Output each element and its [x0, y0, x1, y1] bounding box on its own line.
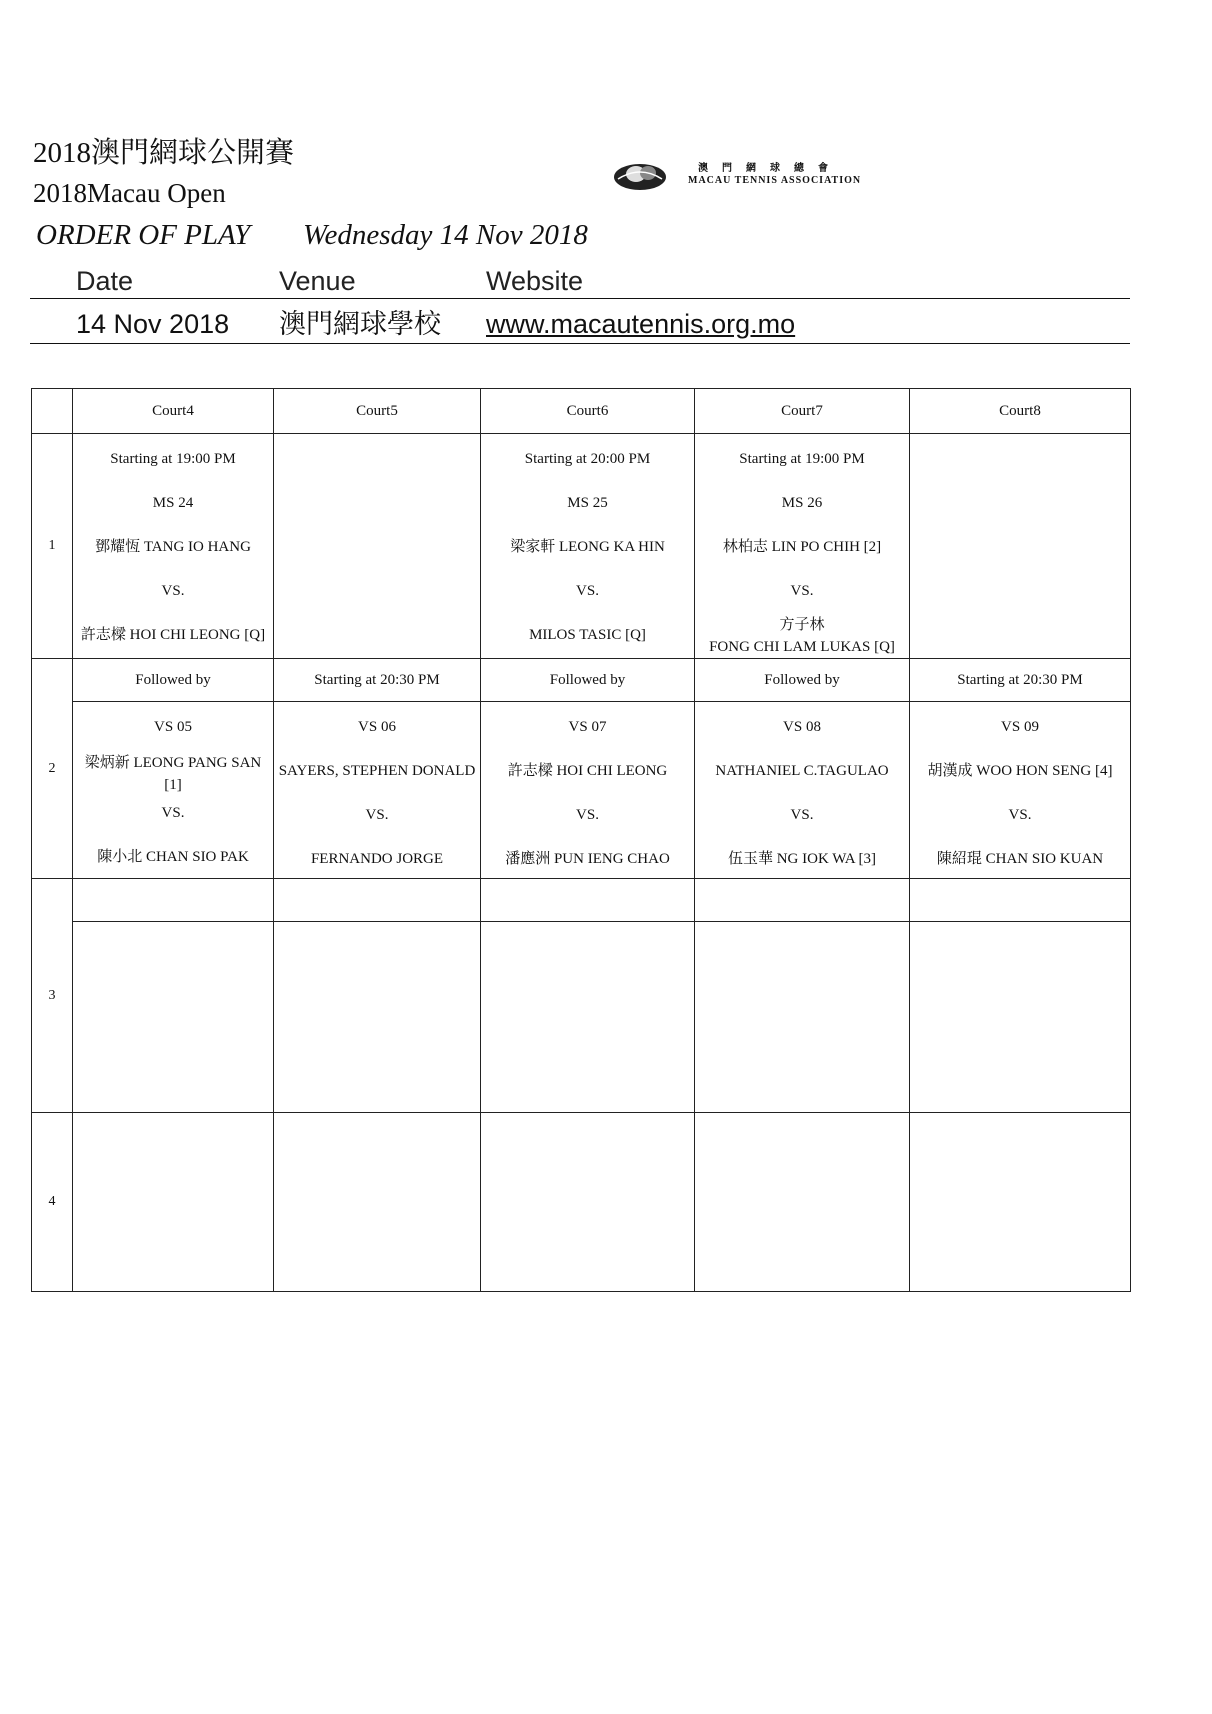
versus: VS.: [790, 583, 814, 599]
association-logo: [612, 157, 882, 197]
tennis-ball-logo-icon: [612, 159, 668, 193]
player-one: 林柏志 LIN PO CHIH [2]: [722, 539, 882, 555]
match-cell-court5: [274, 434, 481, 659]
date-value: 14 Nov 2018: [76, 309, 230, 339]
schedule-note-court5: Starting at 20:30 PM: [274, 659, 481, 702]
website-label: Website: [486, 266, 584, 296]
table-row: [32, 659, 1131, 702]
player-one: 許志樑 HOI CHI LEONG: [507, 763, 668, 779]
title-english: 2018Macau Open: [33, 178, 226, 208]
match-cell-court8: [910, 434, 1131, 659]
match-cell-court4: [73, 702, 274, 879]
table-row: [32, 702, 1131, 879]
court-header-row: [32, 389, 1131, 434]
schedule-note-court4: Followed by: [73, 659, 274, 702]
player-one: 胡漢成 WOO HON SENG [4]: [927, 763, 1113, 779]
header-bottom-rule: [30, 343, 1130, 344]
versus: VS.: [365, 807, 389, 823]
header-divider: [30, 298, 1130, 299]
match-cell-court7: [695, 702, 910, 879]
court-header-court6: Court6: [481, 389, 695, 434]
player-two: 陳小北 CHAN SIO PAK: [97, 849, 249, 865]
player-two-english: FONG CHI LAM LUKAS [Q]: [709, 639, 895, 655]
player-two: 陳紹琨 CHAN SIO KUAN: [936, 851, 1104, 867]
row-number: 4: [32, 1113, 73, 1292]
date-label: Date: [76, 266, 134, 296]
match-code: MS 25: [567, 495, 608, 511]
versus: VS.: [576, 583, 599, 599]
player-one: 梁炳新 LEONG PANG SAN: [84, 755, 262, 771]
logo-chinese-text: 澳門網球總會: [698, 163, 842, 174]
row-number: 2: [32, 659, 73, 879]
match-code: VS 07: [568, 719, 607, 735]
schedule-note-court8: Starting at 20:30 PM: [910, 659, 1131, 702]
match-code: VS 05: [154, 719, 192, 735]
match-code: VS 09: [1001, 719, 1039, 735]
court-header-court5: Court5: [274, 389, 481, 434]
empty-cell: [73, 922, 274, 1113]
player-one: 鄧耀恆 TANG IO HANG: [95, 539, 251, 555]
match-code: MS 24: [152, 495, 194, 511]
player-two: MILOS TASIC [Q]: [529, 627, 646, 643]
match-code: VS 08: [783, 719, 821, 735]
empty-cell: [274, 922, 481, 1113]
empty-cell: [73, 1113, 274, 1292]
match-code: MS 26: [781, 495, 823, 511]
title-chinese: 2018澳門網球公開賽: [33, 137, 295, 169]
empty-cell: [910, 1113, 1131, 1292]
player-two-chinese: 方子林: [779, 617, 825, 633]
empty-cell: [274, 879, 481, 922]
match-cell-court6: [481, 702, 695, 879]
empty-cell: [481, 1113, 695, 1292]
versus: VS.: [576, 807, 599, 823]
empty-cell: [695, 922, 910, 1113]
match-cell-court5: [274, 702, 481, 879]
empty-cell: [695, 879, 910, 922]
start-time: Starting at 20:00 PM: [524, 451, 651, 467]
match-cell-court7: [695, 434, 910, 659]
table-row: [32, 434, 1131, 659]
corner-cell: [32, 389, 73, 434]
versus: VS.: [1008, 807, 1032, 823]
versus: VS.: [161, 583, 185, 599]
court-header-court7: Court7: [695, 389, 910, 434]
order-of-play-heading: ORDER OF PLAY: [36, 219, 251, 251]
start-time: Starting at 19:00 PM: [739, 451, 865, 467]
venue-value: 澳門網球學校: [279, 309, 441, 339]
player-one: 梁家軒 LEONG KA HIN: [510, 539, 665, 555]
empty-cell: [910, 922, 1131, 1113]
schedule-note-court6: Followed by: [481, 659, 695, 702]
match-cell-court6: [481, 434, 695, 659]
court-header-court4: Court4: [73, 389, 274, 434]
player-two: 許志樑 HOI CHI LEONG [Q]: [80, 627, 266, 643]
order-of-play-date: Wednesday 14 Nov 2018: [303, 219, 588, 251]
venue-label: Venue: [279, 266, 356, 296]
table-row: [32, 922, 1131, 1113]
empty-cell: [910, 879, 1131, 922]
schedule-note-court7: Followed by: [695, 659, 910, 702]
empty-cell: [481, 879, 695, 922]
match-code: VS 06: [358, 719, 396, 735]
order-of-play-table: [31, 388, 1131, 1292]
player-one: SAYERS, STEPHEN DONALD: [278, 763, 476, 779]
player-two: 潘應洲 PUN IENG CHAO: [505, 851, 670, 867]
empty-cell: [481, 922, 695, 1113]
row-number: 1: [32, 434, 73, 659]
versus: VS.: [161, 805, 185, 821]
match-cell-court4: [73, 434, 274, 659]
table-row: [32, 879, 1131, 922]
start-time: Starting at 19:00 PM: [110, 451, 236, 467]
match-cell-court8: [910, 702, 1131, 879]
empty-cell: [274, 1113, 481, 1292]
website-link[interactable]: www.macautennis.org.mo: [486, 309, 796, 339]
player-one: NATHANIEL C.TAGULAO: [715, 763, 889, 779]
empty-cell: [695, 1113, 910, 1292]
empty-cell: [73, 879, 274, 922]
row-number: 3: [32, 879, 73, 1113]
player-two: 伍玉華 NG IOK WA [3]: [727, 851, 877, 867]
versus: VS.: [790, 807, 814, 823]
table-row: [32, 1113, 1131, 1292]
court-header-court8: Court8: [910, 389, 1131, 434]
logo-english-text: MACAU TENNIS ASSOCIATION: [688, 175, 862, 186]
player-two: FERNANDO JORGE: [310, 851, 444, 867]
player-one-seed: [1]: [164, 777, 182, 793]
